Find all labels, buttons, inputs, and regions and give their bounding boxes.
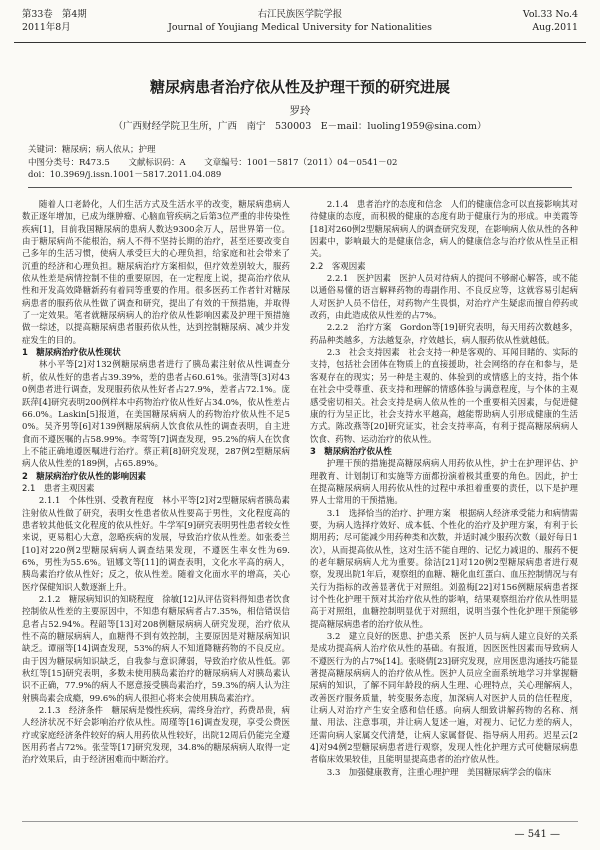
abstract-rule: [28, 187, 572, 188]
doi: doi：10.3969/j.issn.1001－5817.2011.04.089: [28, 170, 222, 180]
paragraph: 3.3 加强健康教育，注重心理护理 美国糖尿病学会的临床: [326, 766, 552, 777]
paragraph: 护理干预的措施提高糖尿病病人用药依从性，护士在护理评估、护理教育、计划制订和实施等方面都扮演着极其重要的角色。因此，护士在提高糖尿病病人用药依从性的过程中承担着重要的责任，以下是护理界人士常用的干预措施。: [310, 458, 578, 506]
paragraph: 2.1.1 个体性别、受教育程度 林小平等[2]对2型糖尿病者胰岛素注射依从性做了研究，表明女性患者依从性要高于男性，文化程度高的患者较其他低文化程度的依从性好。牛学军[9]研究表明男性患者较女性来说，更易粗心大意，忽略疾病的发展，导致治疗依从性差。如张委兰[10]对220例2型糖尿病病人调查结果发现，不遵医生率女性为69.6%，男性为55.6%。钮娜文等[11]的调查表明，文化水平高的病人，胰岛素治疗依从性好；反之，依从性差。随着文化面水平的增高，关心医疗保健知识人数逐渐上升。: [22, 495, 290, 592]
running-header: [14, 6, 586, 44]
paragraph: 3.1 选择恰当的治疗、护理方案 根据病人经济承受能力和病情需要，为病人选择疗效好、成本低、个性化的治疗及护理方案，有利于长期用药；尽可能减少用药种类和次数，并适时减少服药次数（最好每日1次），从而提高依从性，这对生活不能自理的、记忆力减退的、服药不便的老年糖尿病病人尤为重要。徐洁[21]对120例2型糖尿病患者进行观察，发现出院1年后，观察组的血糖、糖化血红蛋白、血压控制情况与有关行为指标的改善显著优于对照组。刘盈梅[22]对156例糖尿病患者探讨个性化护理干预对其治疗依从性的影响，结果观察组治疗依从性明显高于对照组，血糖控制明显优于对照组，说明当强个性化护理干预能够提高糖尿病患者的治疗依从性。: [310, 507, 578, 629]
section-heading: 3 糖尿病治疗依从性: [310, 445, 392, 456]
header-right: [468, 8, 578, 34]
paragraph: 林小平等[2]对132例糖尿病患者进行了胰岛素注射依从性调查分析，依从性好的患者占39.39%，差的患者占60.61%。张清等[3]对430例患者进行调查，发现服药依从性好者占27.9%，差者占72.1%。庞跃萍[4]研究表明200例样本中药物治疗依从性好占34.0%，依从性差占66.0%。Laskin[5]报道，在美国糖尿病病人的药物治疗依从性不足50%。吴齐男等[6]对139例糖尿病病人饮食依从性的调查表明，自主进食而不遵医嘱的占58.99%。李莺等[7]调查发现，95.2%的病人在饮食上不能正确地遵医嘱进行治疗。蔡正莉[8]研究发现，287例2型糖尿病病人依从性差的189例，占65.89%。: [22, 359, 290, 469]
section-heading: 1 糖尿病治疗依从性现状: [22, 347, 121, 358]
journal-cn: 右江民族医学院学报: [257, 9, 343, 20]
header-rule: [14, 42, 586, 43]
clc-code: 中图分类号：R473.5: [28, 158, 110, 168]
date-en: Aug.2011: [532, 22, 578, 33]
header-left: [22, 8, 132, 34]
affiliation: （广西财经学院卫生所，广西 南宁 530003 E－mail：luoling1959@sina.com）: [113, 121, 487, 132]
article-meta: [28, 157, 560, 181]
header-center: [164, 8, 436, 34]
volume-cn: 第33卷 第4期: [22, 9, 87, 20]
paragraph: 3.2 建立良好的医患、护患关系 医护人员与病人建立良好的关系是成功提高病人治疗依从性的基础。有报道，因医医性因素而导致病人不遵医行为的占7%[14]。张晓倩[23]研究发现，应用医患沟通技巧能显著提高糖尿病病人的治疗依从性。医护人员应全面系统地学习并掌握糖尿病的知识，了解不同年龄段的病人生理、心理特点，关心理解病人，改善医疗服务质量，转变服务态度，加深病人对医护人员的信任程度，让病人对治疗产生安全感和信任感。向病人细致讲解药物的名称、剂量、用法、注意事项，并让病人复述一遍，对视力、记忆力差的病人，还需向病人家属交代清楚，让病人家属督促、指导病人用药。迟星云[24]对94例2型糖尿病患者进行观察，发现人性化护理方式可使糖尿病患者临床效果较佳，且能明显提高患者的治疗依从性。: [310, 631, 578, 765]
paragraph: 2.1.2 糖尿病知识的知晓程度 徐敏[12]从评估资料得知患者饮食控制依从性差的主要原因中，不知患有糖尿病者占7.35%，相信错误信息者占52.94%。程韶等[13]对208例糖尿病病人研究发现，治疗依从性不高的糖尿病病人，血糖得不到有效控制，主要原因是对糖尿病知识缺乏。谭丽等[14]调查发现，53%的病人不知道降糖药物的不良反应。由于因为糖尿病知识缺乏，自我参与意识薄弱，导致治疗依从性低。郭秋红等[15]研究表明，多数未使用胰岛素治疗的糖尿病病人对胰岛素认识不正确，77.9%的病人不愿意接受胰岛素治疗，59.3%的病人认为注射胰岛素会成瘾，99.6%的病人很担心将来会使用胰岛素治疗。: [22, 594, 290, 703]
author: 罗玲: [289, 105, 311, 117]
paragraph: 2.3 社会支持因素 社会支持一种是客观的、耳闻目睹的、实际的支持，包括社会团体在物质上的直接援助，社会网络的存在和参与，是客观存在的现实；另一种是主观的、体验到的或情感上的支持，指个体在社会中受尊重、获支持和理解的情感体验与满意程度，与个体的主观感受密切相关。社会支持是病人依从性的一个重要相关因素，与促进健康的行为呈正比，社会支持水平越高，越能帮助病人引形成健康的生活方式。陈改燕等[20]研究证实，社会支持率高，有利于提高糖尿病病人饮食、药物、运动治疗的依从性。: [310, 347, 578, 444]
paragraph: 2.2.2 治疗方案 Gordon等[19]研究表明，每天用药次数越多，药品种类越多，方法越复杂，疗效越长，病人服药依从性就越低。: [310, 322, 578, 345]
subsection-heading: 2.2 客观因素: [310, 260, 366, 271]
article-number: 文章编号：1001－5817（2011）04－0541－02: [204, 158, 398, 168]
volume-en: Vol.33 No.4: [522, 9, 578, 20]
section-heading: 2 糖尿病治疗依从性的影响因素: [22, 470, 146, 481]
paragraph: 随着人口老龄化，人们生活方式及生活水平的改变，糖尿病患病人数正逐年增加，已成为继肿瘤、心脑血管疾病之后第3位严重的非传染性疾病[1]，目前我国糖尿病的患病人数达9300余万人，居世界第一位。由于糖尿病尚不能根治，病人不得不坚持长期的治疗，甚至还要改变自己多年的生活习惯，使病人承受巨大的心理负担，给家庭和社会带来了沉重的经济和心理负担。糖尿病治疗方案相似，但疗效差别较大，服药依从性差是病情控制不佳的重要原因，在一定程度上说，提高治疗依从性和开发高效降糖新药有着同等重要的作用。很多医药工作者针对糖尿病患者的服药依从性做了调查和研究，提出了有效的干预措施，并取得了一定效果。笔者就糖尿病病人的治疗依从性影响因素及护理干预措施做一综述，以提高糖尿病患者服药依从性，达到控制糖尿病、减少并发症发生的目的。: [22, 199, 290, 345]
article-title: 糖尿病患者治疗依从性及护理干预的研究进展: [149, 78, 450, 96]
subsection-heading: 2.1 患者主观因素: [22, 482, 95, 493]
journal-en: Journal of Youjiang Medical University for Nationalities: [168, 22, 432, 33]
keywords: 关键词：糖尿病；病人依从；护理: [28, 145, 156, 155]
paragraph: 2.1.3 经济条件 糖尿病是慢性疾病，需终身治疗，药费昂贵，病人经济状况不好会影响治疗依从性。周瑾等[16]调查发现，享受公费医疗或家庭经济条件较好的病人用药依从性较好，出院12周后仍能完全遵医用药者占72%。张莹等[17]研究发现，34.8%的糖尿病病人取得一定治疗效果后，由于经济困难而中断治疗。: [22, 705, 290, 765]
left-column: [22, 198, 290, 766]
date-cn: 2011年8月: [22, 22, 71, 33]
right-column: [310, 198, 578, 778]
footer-rule: [22, 821, 578, 822]
paragraph: 2.2.1 医护因素 医护人员对待病人的提问不够耐心解答，或不能以通俗易懂的语言解释药物的毒副作用、不良反应等，这就容易引起病人对医护人员不信任，对药物产生畏惧，对治疗产生疑虑而擅自停药或改药，由此造成依从性差的占7%。: [310, 273, 578, 321]
doc-code: 文献标识码：A: [128, 158, 186, 168]
paragraph: 2.1.4 患者治疗的态度和信念 人们的健康信念可以直接影响其对待健康的态度，而积极的健康的态度有助于健康行为的形成。申美霞等[18]对260例2型糖尿病病人的调查研究发现，在影响病人依从性的各种因素中，影响最大的是健康信念，病人的健康信念与治疗依从性呈正相关。: [310, 199, 578, 259]
page-number: — 541 —: [514, 829, 560, 840]
